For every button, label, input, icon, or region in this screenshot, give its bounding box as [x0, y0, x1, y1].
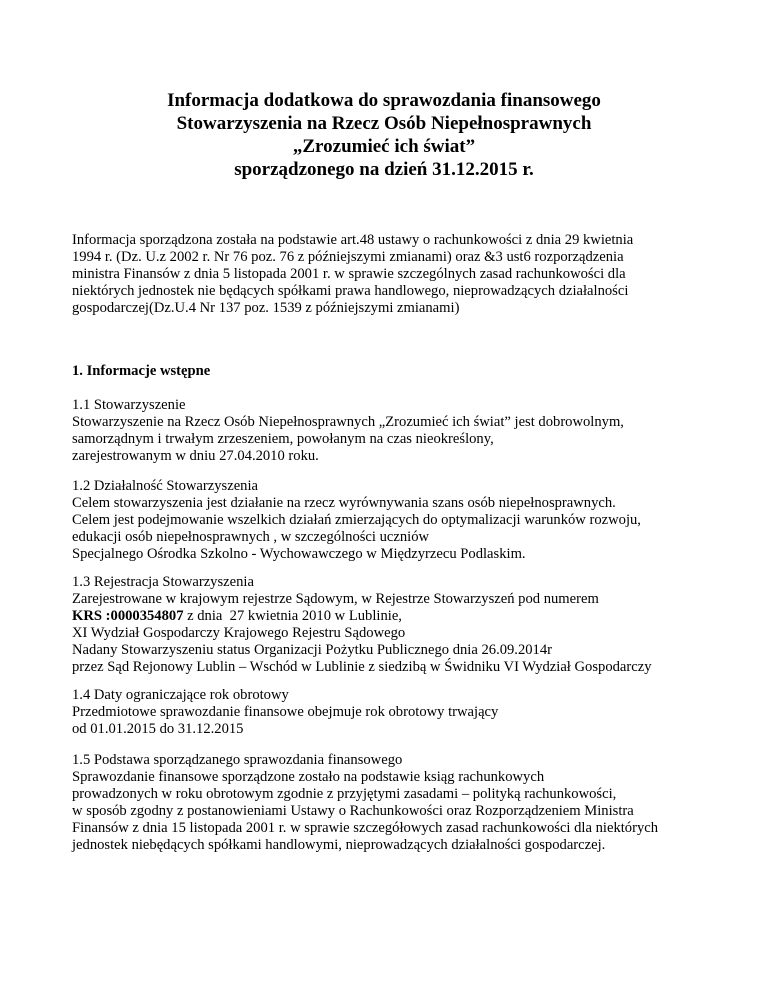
text-line: od 01.01.2015 do 31.12.2015: [72, 721, 244, 737]
text-line: w sposób zgodny z postanowieniami Ustawy o Rachunkowości oraz Rozporządzeniem Ministra: [72, 803, 634, 819]
text-line: Finansów z dnia 15 listopada 2001 r. w sprawie szczegółowych zasad rachunkowości dla niektórych: [72, 820, 659, 836]
text-line: Nadany Stowarzyszeniu status Organizacji Pożytku Publicznego dnia 26.09.2014r: [72, 642, 553, 658]
text-line: Stowarzyszenie na Rzecz Osób Niepełnosprawnych „Zrozumieć ich świat” jest dobrowolnym,: [72, 414, 624, 430]
subsection-heading: 1.2 Działalność Stowarzyszenia: [72, 478, 259, 494]
text-line: prowadzonych w roku obrotowym zgodnie z przyjętymi zasadami – polityką rachunkowości,: [72, 786, 617, 802]
text-line: Przedmiotowe sprawozdanie finansowe obejmuje rok obrotowy trwający: [72, 704, 499, 720]
subsection-1-1: [72, 397, 712, 465]
text-line: ministra Finansów z dnia 5 listopada 2001 r. w sprawie szczególnych zasad rachunkowości dla: [72, 266, 626, 282]
subsection-heading: 1.3 Rejestracja Stowarzyszenia: [72, 574, 254, 590]
subsection-heading: 1.5 Podstawa sporządzanego sprawozdania finansowego: [72, 752, 403, 768]
text-line: gospodarczej(Dz.U.4 Nr 137 poz. 1539 z późniejszymi zmianami): [72, 300, 460, 316]
text-line: 1994 r. (Dz. U.z 2002 r. Nr 76 poz. 76 z późniejszymi zmianami) oraz &3 ust6 rozporządzenia: [72, 249, 624, 265]
subsection-1-2: [72, 478, 712, 563]
text-line: Specjalnego Ośrodka Szkolno - Wychowawczego w Międzyrzecu Podlaskim.: [72, 546, 526, 562]
subsection-1-3: [72, 574, 712, 676]
subsection-heading: 1.4 Daty ograniczające rok obrotowy: [72, 687, 289, 703]
subsection-1-5: [72, 752, 712, 854]
text-line: jednostek niebędących spółkami handlowymi, nieprowadzących działalności gospodarczej.: [72, 837, 606, 853]
text-line: Celem jest podejmowanie wszelkich działań zmierzających do optymalizacji warunków rozwoju,: [72, 512, 641, 528]
text-line: przez Sąd Rejonowy Lublin – Wschód w Lublinie z siedzibą w Świdniku VI Wydział Gospodarczy: [72, 659, 652, 675]
title-line: Informacja dodatkowa do sprawozdania finansowego: [167, 90, 601, 111]
krs-label: KRS :: [72, 608, 111, 624]
text-line: zarejestrowanym w dniu 27.04.2010 roku.: [72, 448, 319, 464]
subsection-heading: 1.1 Stowarzyszenie: [72, 397, 186, 413]
title-line: sporządzonego na dzień 31.12.2015 r.: [234, 159, 534, 180]
krs-line: [72, 608, 712, 625]
subsection-1-4: [72, 687, 712, 738]
text-line: Celem stowarzyszenia jest działanie na rzecz wyrównywania szans osób niepełnosprawnych.: [72, 495, 616, 511]
intro-paragraph: [72, 232, 712, 317]
text-line: Zarejestrowane w krajowym rejestrze Sądowym, w Rejestrze Stowarzyszeń pod numerem: [72, 591, 599, 607]
text-line: XI Wydział Gospodarczy Krajowego Rejestru Sądowego: [72, 625, 406, 641]
section-heading: 1. Informacje wstępne: [72, 363, 211, 379]
krs-date: z dnia 27 kwietnia 2010 w Lublinie,: [183, 608, 402, 624]
text-line: samorządnym i trwałym zrzeszeniem, powołanym na czas nieokreślony,: [72, 431, 494, 447]
document-title: [0, 89, 768, 181]
text-line: edukacji osób niepełnosprawnych , w szczególności uczniów: [72, 529, 430, 545]
text-line: niektórych jednostek nie będących spółkami prawa handlowego, nieprowadzących działalności: [72, 283, 629, 299]
krs-number: 0000354807: [110, 608, 184, 624]
text-line: Sprawozdanie finansowe sporządzone zostało na podstawie ksiąg rachunkowych: [72, 769, 545, 785]
text-line: Informacja sporządzona została na podstawie art.48 ustawy o rachunkowości z dnia 29 kwietnia: [72, 232, 634, 248]
title-line: „Zrozumieć ich świat”: [292, 136, 476, 157]
title-line: Stowarzyszenia na Rzecz Osób Niepełnosprawnych: [176, 113, 592, 134]
